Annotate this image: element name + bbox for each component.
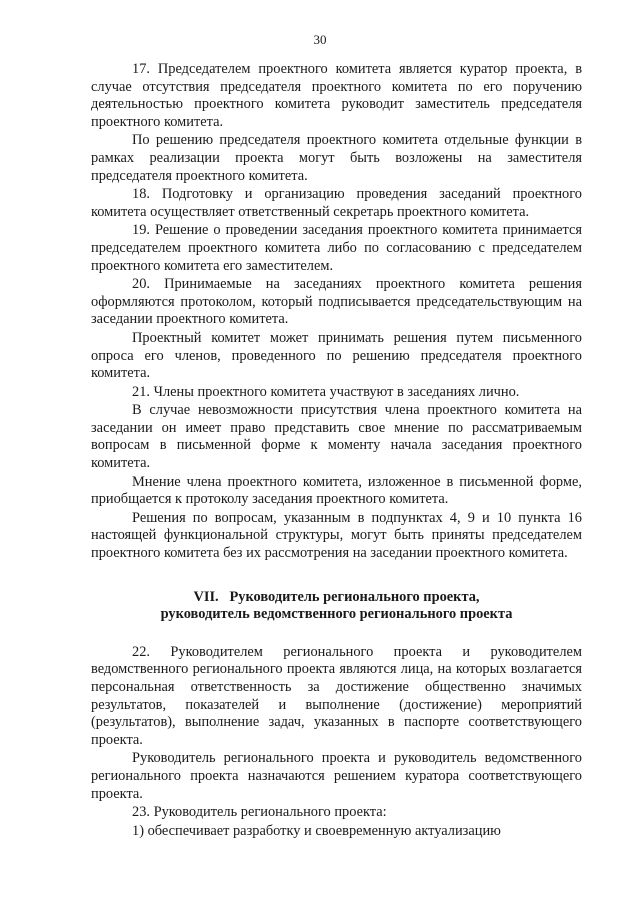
paragraph-20-written-poll: Проектный комитет может принимать решения путем письменного опроса его членов, проведенного по решению председателя проектного комитета. xyxy=(91,329,582,382)
paragraph-20: 20. Принимаемые на заседаниях проектного комитета решения оформляются протоколом, который подписывается председательствующим на заседании проектного комитета. xyxy=(91,276,582,328)
paragraph-21-absence: В случае невозможности присутствия члена проектного комитета на заседании он имеет право представить свое мнение по рассматриваемым вопросам в письменной форме к моменту начала заседания проектного комитета. xyxy=(91,402,582,472)
section-heading xyxy=(91,589,582,624)
paragraph-23-item-1: 1) обеспечивает разработку и своевременную актуализацию xyxy=(132,822,501,839)
section-heading-line-1: VII. Руководитель регионального проекта, xyxy=(193,588,480,605)
paragraph-17-deputy: По решению председателя проектного комитета отдельные функции в рамках реализации проекта могут быть возложены на заместителя председателя проектного комитета. xyxy=(91,132,582,184)
paragraph-21-opinion: Мнение члена проектного комитета, изложенное в письменной форме, приобщается к протоколу заседания проектного комитета. xyxy=(91,473,582,508)
paragraph-22-appointment: Руководитель регионального проекта и руководитель ведомственного регионального проекта назначаются решением куратора соответствующего проекта. xyxy=(91,750,582,802)
page-number: 30 xyxy=(313,32,327,47)
paragraph-22: 22. Руководителем регионального проекта и руководителем ведомственного регионального проекта являются лица, на которых возлагается персональная ответственность за достижение общественно значимых результатов, показателей и выполнение (достижение) мероприятий (результатов), выполнение задач, указанных в паспорте соответствующего проекта. xyxy=(91,643,582,748)
paragraph-21-decisions: Решения по вопросам, указанным в подпунктах 4, 9 и 10 пункта 16 настоящей функциональной структуры, могут быть приняты председателем проектного комитета без их рассмотрения на заседании проектного комитета. xyxy=(91,509,582,562)
paragraph-18: 18. Подготовку и организацию проведения заседаний проектного комитета осуществляет ответственный секретарь проектного комитета. xyxy=(91,186,582,220)
document-body xyxy=(91,61,582,840)
paragraph-19: 19. Решение о проведении заседания проектного комитета принимается председателем проектного комитета либо по согласованию с председателем проектного комитета его заместителем. xyxy=(91,222,582,274)
paragraph-21: 21. Члены проектного комитета участвуют в заседаниях лично. xyxy=(132,383,520,400)
paragraph-23: 23. Руководитель регионального проекта: xyxy=(132,804,387,821)
section-heading-line-2: руководитель ведомственного регионального проекта xyxy=(160,606,513,623)
paragraph-17: 17. Председателем проектного комитета является куратор проекта, в случае отсутствия председателя проектного комитета по его поручению деятельностью проектного комитета руководит заместитель председателя проектного комитета. xyxy=(91,61,582,130)
